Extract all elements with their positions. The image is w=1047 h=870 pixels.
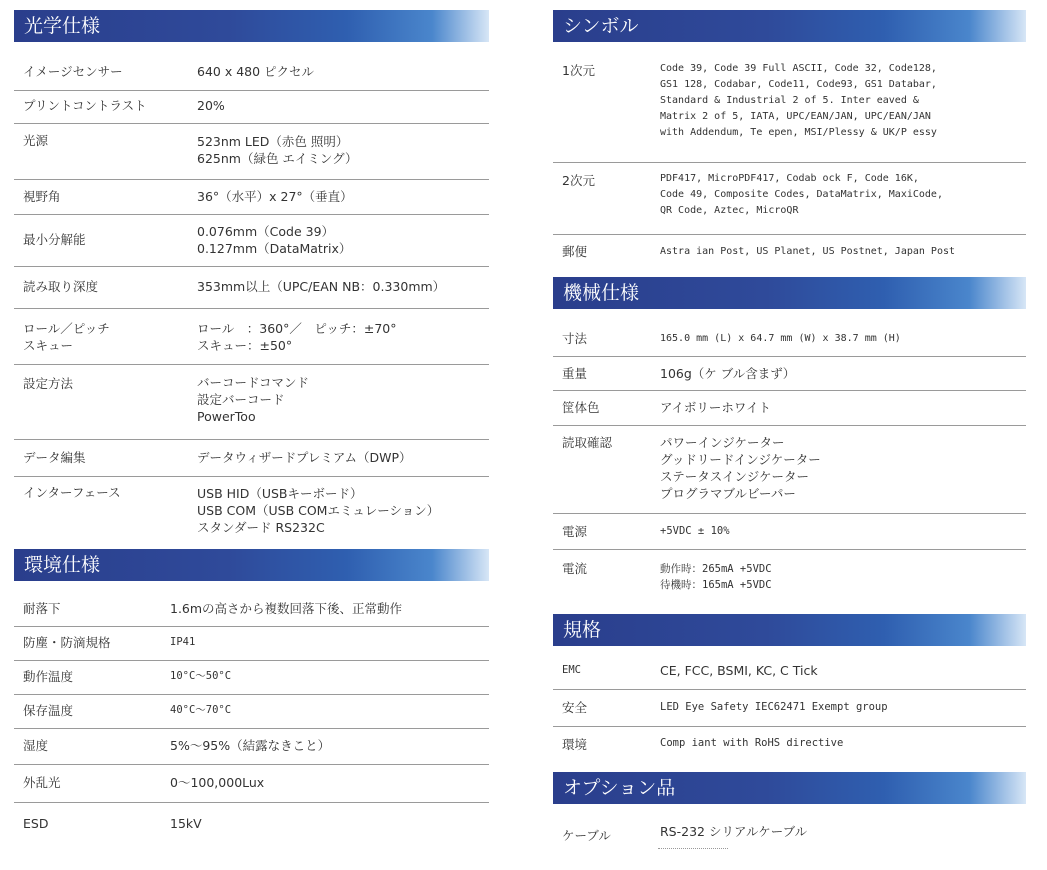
spec-row <box>14 694 489 729</box>
spec-value: 0～100,000Lux <box>170 775 265 790</box>
spec-label: 視野角 <box>23 189 61 204</box>
spec-label: 1次元 <box>562 63 595 78</box>
spec-label: 防塵・防滴規格 <box>23 635 111 650</box>
spec-row <box>14 476 489 542</box>
spec-row <box>14 660 489 695</box>
mechanical-spec-header: 機械仕様 <box>553 277 1026 309</box>
spec-label: 寸法 <box>562 331 588 346</box>
spec-value: RS-232 シリアルケーブル <box>660 824 808 839</box>
spec-value: パワーインジケーター グッドリードインジケーター ステータスインジケーター プログラマブルビーパー <box>660 435 821 501</box>
spec-value: 523nm LED（赤色 照明） 625nm（緑色 エイミング） <box>197 134 358 166</box>
spec-label: 外乱光 <box>23 775 61 790</box>
spec-label: 最小分解能 <box>23 232 86 247</box>
spec-row <box>14 56 489 91</box>
spec-label: 読取確認 <box>562 435 613 450</box>
spec-label: 電流 <box>562 561 588 576</box>
spec-row <box>14 764 489 803</box>
spec-label: 環境 <box>562 737 588 752</box>
spec-label: EMC <box>562 664 581 676</box>
spec-row <box>553 689 1026 727</box>
spec-row <box>553 513 1026 550</box>
spec-value: 1.6mの高さから複数回落下後、正常動作 <box>170 601 403 616</box>
spec-label: 湿度 <box>23 738 49 753</box>
spec-row <box>14 308 489 365</box>
spec-label: データ編集 <box>23 450 86 465</box>
spec-label: イメージセンサー <box>23 64 123 79</box>
spec-row <box>14 728 489 765</box>
spec-row <box>553 653 1026 690</box>
spec-row <box>553 356 1026 391</box>
spec-label: プリントコントラスト <box>23 98 147 113</box>
spec-value: LED Eye Safety IEC62471 Exempt group <box>660 701 888 713</box>
spec-label: ESD <box>23 816 49 831</box>
spec-label: 光源 <box>23 133 49 148</box>
spec-label: 筐体色 <box>562 400 600 415</box>
spec-value: 165.0 mm (L) x 64.7 mm (W) x 38.7 mm (H) <box>660 333 901 344</box>
spec-value: Comp iant with RoHS directive <box>660 737 844 749</box>
spec-value: 10°C～50°C <box>170 670 232 682</box>
spec-value: 353mm以上（UPC/EAN NB：0.330mm） <box>197 279 446 294</box>
spec-label: 重量 <box>562 366 588 381</box>
spec-label: インターフェース <box>23 485 121 500</box>
environment-spec-header: 環境仕様 <box>14 549 489 581</box>
spec-value: ロール ：360°／ ピッチ：±70° スキュー：±50° <box>197 321 397 353</box>
spec-label: 読み取り深度 <box>23 279 99 294</box>
spec-value: +5VDC ± 10% <box>660 525 730 537</box>
spec-row <box>553 162 1026 235</box>
spec-row <box>553 726 1026 762</box>
spec-row <box>14 592 489 627</box>
spec-label: 安全 <box>562 700 588 715</box>
spec-value: CE, FCC, BSMI, KC, C Tick <box>660 663 818 678</box>
standards-header: 規格 <box>553 614 1026 646</box>
optical-spec-header: 光学仕様 <box>14 10 489 42</box>
spec-row <box>553 425 1026 514</box>
spec-row <box>553 549 1026 605</box>
spec-value: Code 39, Code 39 Full ASCII, Code 32, Code128, GS1 128, Codabar, Code11, Code93, GS1 Databar, Standard & Industrial 2 of 5. Inter eaved & Matrix 2 of 5, IATA, UPC/EAN/JAN, UPC/EAN/JAN with Addendum, Te epen, MSI/Plessy & UK/P essy <box>660 63 937 138</box>
spec-value: 動作時：265mA +5VDC 待機時：165mA +5VDC <box>660 563 772 591</box>
spec-row <box>14 214 489 267</box>
spec-value: 15kV <box>170 816 202 831</box>
spec-value: USB HID（USBキーボード） USB COM（USB COMエミュレーション） スタンダード RS232C <box>197 486 440 535</box>
spec-value: 40°C～70°C <box>170 704 232 716</box>
spec-value: IP41 <box>170 636 196 648</box>
spec-label: 保存温度 <box>23 703 74 718</box>
spec-value: アイボリーホワイト <box>660 400 772 415</box>
cut-off-text-fragment <box>658 848 728 853</box>
spec-value: 0.076mm（Code 39） 0.127mm（DataMatrix） <box>197 224 352 256</box>
spec-label: 動作温度 <box>23 669 74 684</box>
spec-label: 2次元 <box>562 173 595 188</box>
options-header: オプション品 <box>553 772 1026 804</box>
spec-value: Astra ian Post, US Planet, US Postnet, Japan Post <box>660 246 956 257</box>
symbol-header: シンボル <box>553 10 1026 42</box>
spec-label: ケーブル <box>562 828 611 843</box>
spec-label: 郵便 <box>562 244 588 259</box>
spec-value: 106g（ケ ブル含まず） <box>660 366 796 381</box>
spec-row <box>553 812 1026 848</box>
spec-label: 電源 <box>562 524 588 539</box>
spec-value: 640 x 480 ピクセル <box>197 64 315 79</box>
spec-row <box>14 179 489 215</box>
spec-row <box>14 123 489 180</box>
spec-label: 設定方法 <box>23 376 74 391</box>
spec-row <box>14 439 489 477</box>
spec-row <box>14 90 489 124</box>
spec-label: 耐落下 <box>23 601 61 616</box>
spec-value: バーコードコマンド 設定バーコード PowerToo <box>197 375 310 424</box>
spec-row <box>553 52 1026 163</box>
spec-value: データウィザードプレミアム（DWP） <box>197 450 412 465</box>
spec-value: PDF417, MicroPDF417, Codab ock F, Code 16K, Code 49, Composite Codes, DataMatrix, MaxiCode, QR Code, Aztec, MicroQR <box>660 173 943 216</box>
spec-label: ロール／ピッチ スキュー <box>23 321 110 353</box>
spec-value: 20% <box>197 98 225 113</box>
spec-value: 36°（水平）x 27°（垂直） <box>197 189 353 204</box>
spec-row <box>553 234 1026 270</box>
spec-row <box>14 266 489 309</box>
spec-value: 5%～95%（結露なきこと） <box>170 738 331 753</box>
spec-row <box>14 626 489 661</box>
spec-row <box>553 320 1026 357</box>
spec-row <box>14 364 489 440</box>
spec-row <box>14 802 489 838</box>
spec-row <box>553 390 1026 426</box>
